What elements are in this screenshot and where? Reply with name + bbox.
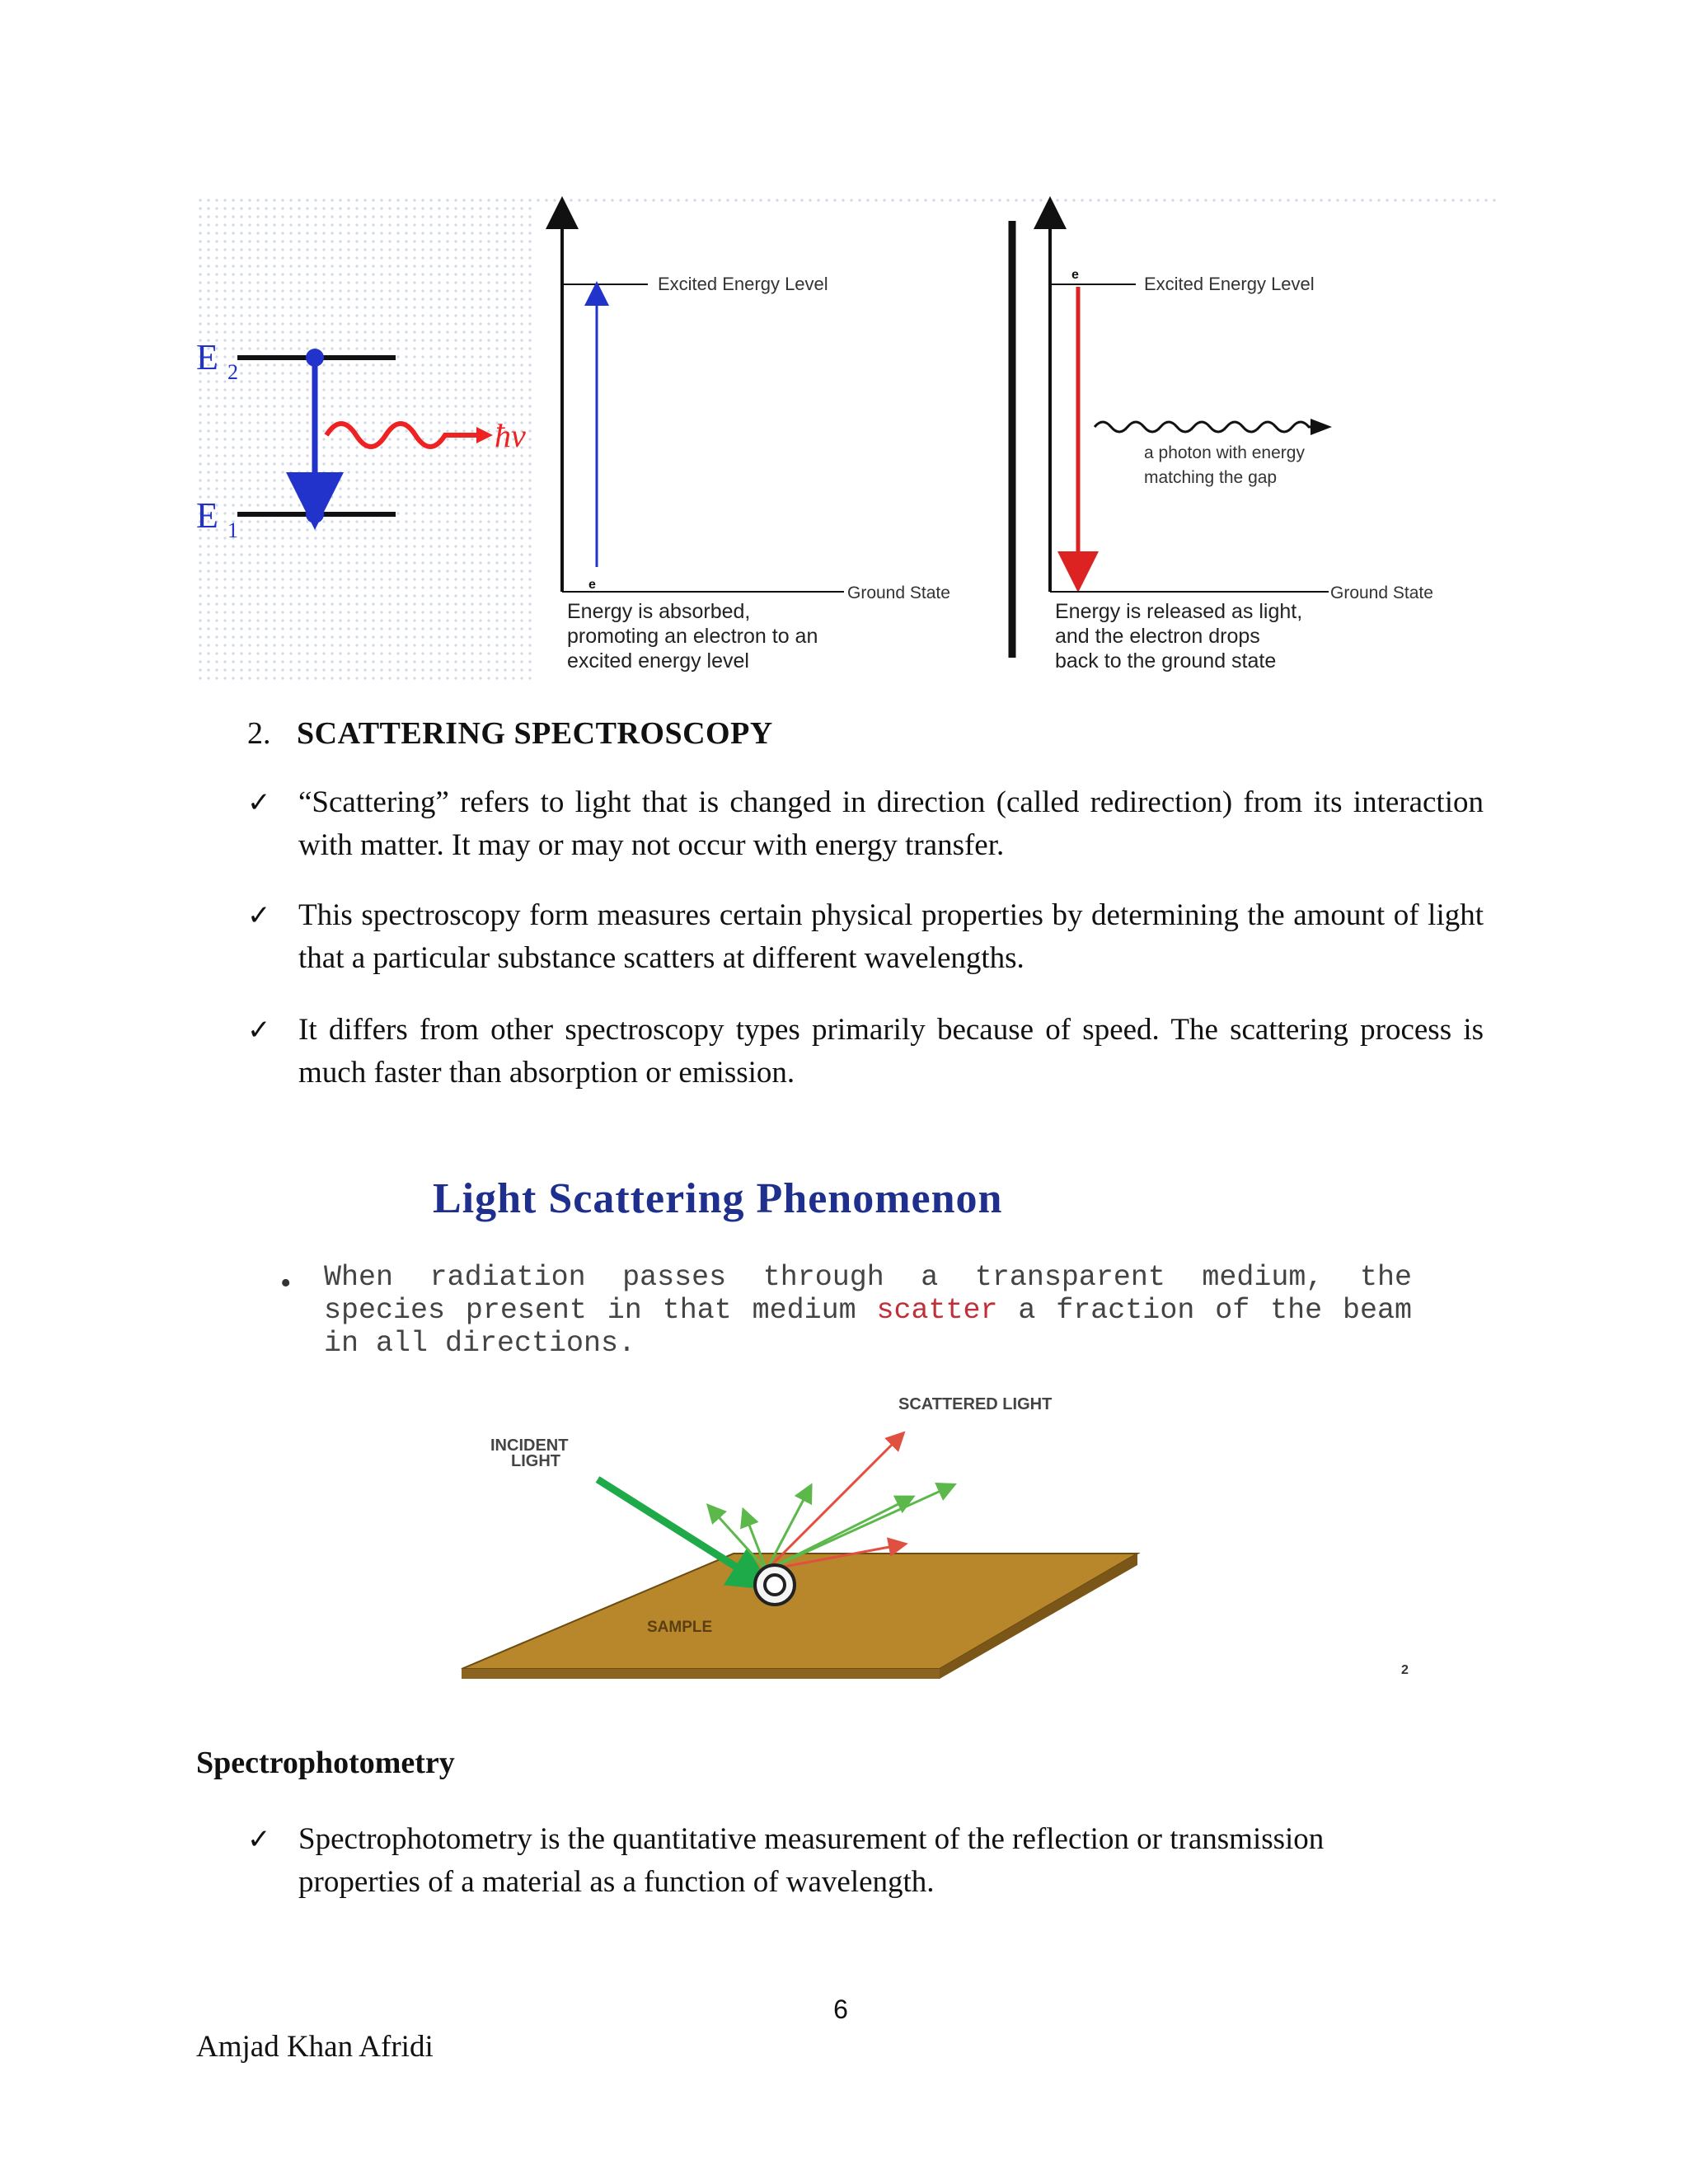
photon-caption-line-2: matching the gap	[1144, 468, 1278, 487]
absorption-ground-label: Ground State	[847, 583, 950, 602]
absorption-caption-line-1: Energy is absorbed,	[567, 600, 751, 623]
bullet-text: “Scattering” refers to light that is changed in direction (called redirection) from its interaction with matter. It may or may not occur with energy transfer.	[298, 785, 1484, 862]
slide-text	[324, 1261, 1412, 1360]
bullet-text: It differs from other spectroscopy types primarily because of speed. The scattering process is much faster than absorption or emission.	[298, 1013, 1484, 1090]
dotted-background	[196, 196, 534, 684]
checkmark-icon: ✓	[247, 786, 271, 819]
emission-caption-line-3: back to the ground state	[1055, 649, 1277, 673]
author-name: Amjad Khan Afridi	[196, 2030, 434, 2064]
slide-text-before: When radiation passes through a transparent medium, the species present in that medium	[324, 1261, 1412, 1327]
checkmark-icon: ✓	[247, 899, 271, 932]
spectrophotometry-heading: Spectrophotometry	[196, 1746, 455, 1780]
emitted-photon-arrowhead	[1311, 419, 1332, 435]
incident-light-label-1: INCIDENT	[490, 1436, 569, 1455]
absorption-excited-label: Excited Energy Level	[658, 274, 828, 294]
emission-excited-label: Excited Energy Level	[1144, 274, 1315, 294]
electron-upper-dot	[306, 349, 324, 367]
energy-level-diagram	[196, 196, 1500, 684]
bullet-item	[247, 894, 1484, 980]
slide-bullet-mark: •	[280, 1266, 292, 1301]
bullet-text: This spectroscopy form measures certain physical properties by determining the amount of light that a particular substance scatters at different wavelengths.	[298, 898, 1484, 975]
energy-level-figure	[196, 196, 1500, 684]
slide-text-highlight: scatter	[876, 1294, 998, 1327]
electron-lower-dot	[306, 505, 324, 523]
bullet-item	[247, 781, 1484, 867]
slide-text-after: a fraction of the beam in all directions.	[324, 1294, 1412, 1360]
bullet-item	[247, 1009, 1484, 1094]
sample-slab-front	[462, 1669, 940, 1679]
section-number: 2.	[247, 716, 271, 751]
photon-caption-line-1: a photon with energy	[1144, 443, 1305, 462]
emission-ground-label: Ground State	[1330, 583, 1433, 602]
slide-number: 2	[1401, 1663, 1409, 1677]
absorption-electron-label: e	[588, 578, 596, 592]
dotted-top-strip	[534, 196, 1500, 204]
e2-subscript: 2	[227, 360, 238, 384]
e1-label: E	[196, 495, 218, 536]
bullet-text: Spectrophotometry is the quantitative measurement of the reflection or transmission properties of a material as a function of wavelength.	[298, 1822, 1325, 1899]
emitted-photon-wave	[1095, 422, 1317, 432]
photon-symbol: ħν	[495, 417, 526, 454]
e2-label: E	[196, 337, 218, 377]
section-title: SCATTERING SPECTROSCOPY	[297, 716, 773, 751]
scattering-diagram	[272, 1380, 1426, 1710]
emission-caption-line-2: and the electron drops	[1055, 625, 1260, 648]
page-number: 6	[833, 1994, 848, 2024]
scattering-slide	[272, 1125, 1426, 1710]
sample-slab-top	[462, 1554, 1137, 1669]
section-heading	[247, 715, 773, 752]
checkmark-icon: ✓	[247, 1823, 271, 1856]
absorption-caption-line-3: excited energy level	[567, 649, 749, 673]
emission-caption-line-1: Energy is released as light,	[1055, 600, 1303, 623]
bullet-item	[247, 1818, 1418, 1904]
emission-electron-label: e	[1071, 268, 1079, 282]
scattered-light-label: SCATTERED LIGHT	[898, 1395, 1053, 1413]
absorption-caption-line-2: promoting an electron to an	[567, 625, 818, 648]
sample-label: SAMPLE	[647, 1619, 713, 1636]
checkmark-icon: ✓	[247, 1014, 271, 1047]
slide-title: Light Scattering Phenomenon	[433, 1175, 1003, 1222]
scattering-particle-core	[765, 1575, 785, 1595]
e1-subscript: 1	[227, 518, 238, 542]
incident-light-label-2: LIGHT	[511, 1452, 560, 1470]
